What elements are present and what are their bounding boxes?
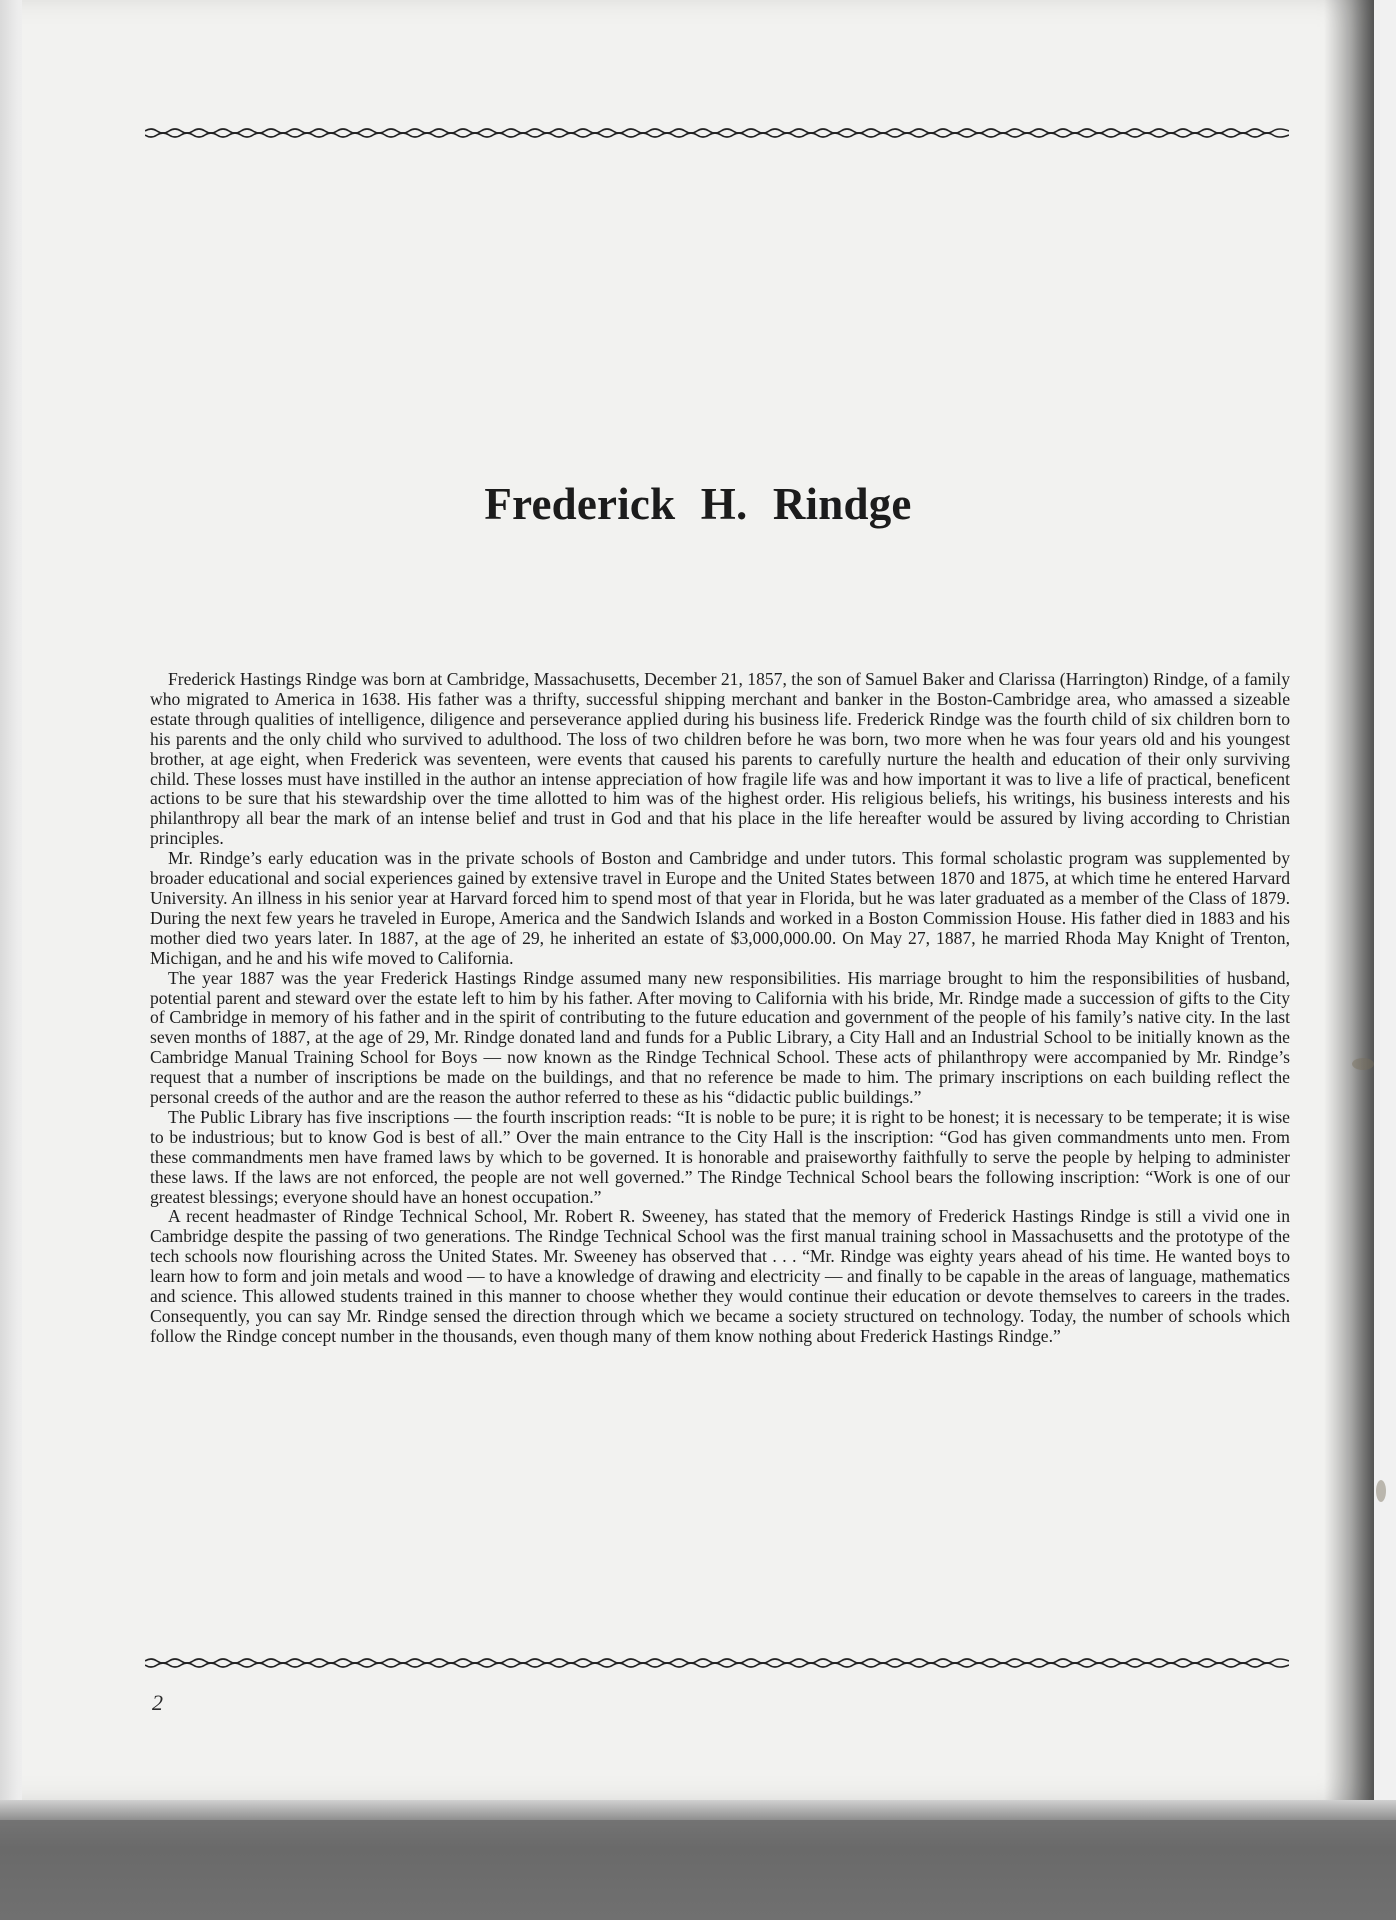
bottom-ornamental-rule <box>145 1656 1289 1670</box>
scanner-bottom-edge <box>0 1800 1396 1920</box>
paragraph-4: The Public Library has five inscriptions — the fourth inscription reads: “It is noble to be pure; it is right to be honest; it is necessary to be temperate; it is wise to be industrious; but to know God is best of all.” Over the main entrance to the City Hall is the inscription: “God has given commandments unto men. From these commandments men have framed laws by which to be governed. It is honorable and praiseworthy faithfully to serve the people by helping to administer these laws. If the laws are not enforced, the people are not well governed.” The Rindge Technical School bears the following inscription: “Work is one of our greatest blessings; everyone should have an honest occupation.” <box>150 1106 1290 1207</box>
page-bottom-lip <box>0 1800 1396 1820</box>
paper-blemish <box>1376 1480 1386 1502</box>
page-number: 2 <box>152 1690 163 1715</box>
binding-shadow <box>1324 0 1374 1800</box>
paper-blemish <box>1352 1058 1374 1070</box>
paragraph-3: The year 1887 was the year Frederick Hastings Rindge assumed many new responsibilities. His marriage brought to him the responsibilities of husband, potential parent and steward over the estate left to him by his father. After moving to California with his bride, Mr. Rindge made a succession of gifts to the City of Cambridge in memory of his father and in the spirit of contributing to the future education and government of the people of his family’s native city. In the last seven months of 1887, at the age of 29, Mr. Rindge donated land and funds for a Public Library, a City Hall and an Industrial School to be initially known as the Cambridge Manual Training School for Boys — now known as the Rindge Technical School. These acts of philanthropy were accompanied by Mr. Rindge’s request that a number of inscriptions be made on the buildings, and that no reference be made to him. The primary inscriptions on each building reflect the personal creeds of the author and are the reason the author referred to these as his “didactic public buildings.” <box>150 967 1290 1108</box>
paragraph-5: A recent headmaster of Rindge Technical School, Mr. Robert R. Sweeney, has stated that the memory of Frederick Hastings Rindge is still a vivid one in Cambridge despite the passing of two generations. The Rindge Technical School was the first manual training school in Massachusetts and the prototype of the tech schools now flourishing across the United States. Mr. Sweeney has observed that . . . “Mr. Rindge was eighty years ahead of his time. He wanted boys to learn how to form and join metals and wood — to have a knowledge of drawing and electricity — and finally to be capable in the areas of language, mathematics and science. This allowed students trained in this manner to choose whether they would continue their education or devote themselves to careers in the trades. Consequently, you can say Mr. Rindge sensed the direction through which we became a society structured on technology. Today, the number of schools which follow the Rindge concept number in the thousands, even though many of them know nothing about Frederick Hastings Rindge.” <box>150 1206 1290 1346</box>
paragraph-1: Frederick Hastings Rindge was born at Cambridge, Massachusetts, December 21, 1857, the son of Samuel Baker and Clarissa (Harrington) Rindge, of a family who migrated to America in 1638. His father was a thrifty, successful shipping merchant and banker in the Boston-Cambridge area, who amassed a sizeable estate through qualities of intelligence, diligence and perseverance applied during his business life. Frederick Rindge was the fourth child of six children born to his parents and the only child who survived to adulthood. The loss of two children before he was born, two more when he was four years old and his youngest brother, at age eight, when Frederick was seventeen, were events that caused his parents to carefully nurture the health and education of their only surviving child. These losses must have instilled in the author an intense appreciation of how fragile life was and how important it was to live a life of practical, beneficent actions to be sure that his stewardship over the time allotted to him was of the highest order. His religious beliefs, his writings, his business interests and his philanthropy all bear the mark of an intense belief and trust in God and that his place in the life hereafter would be assured by living according to Christian principles. <box>150 669 1290 849</box>
paragraph-2: Mr. Rindge’s early education was in the private schools of Boston and Cambridge and under tutors. This formal scholastic program was supplemented by broader educational and social experiences gained by extensive travel in Europe and the United States between 1870 and 1875, at which time he entered Harvard University. An illness in his senior year at Harvard forced him to spend most of that year in Florida, but he was later graduated as a member of the Class of 1879. During the next few years he traveled in Europe, America and the Sandwich Islands and worked in a Boston Commission House. His father died in 1883 and his mother died two years later. In 1887, at the age of 29, he inherited an estate of $3,000,000.00. On May 27, 1887, he married Rhoda May Knight of Trenton, Michigan, and he and his wife moved to California. <box>150 848 1290 968</box>
page-title: Frederick H. Rindge <box>484 479 912 529</box>
top-ornamental-rule <box>145 126 1289 140</box>
biography-text <box>150 670 1290 1347</box>
